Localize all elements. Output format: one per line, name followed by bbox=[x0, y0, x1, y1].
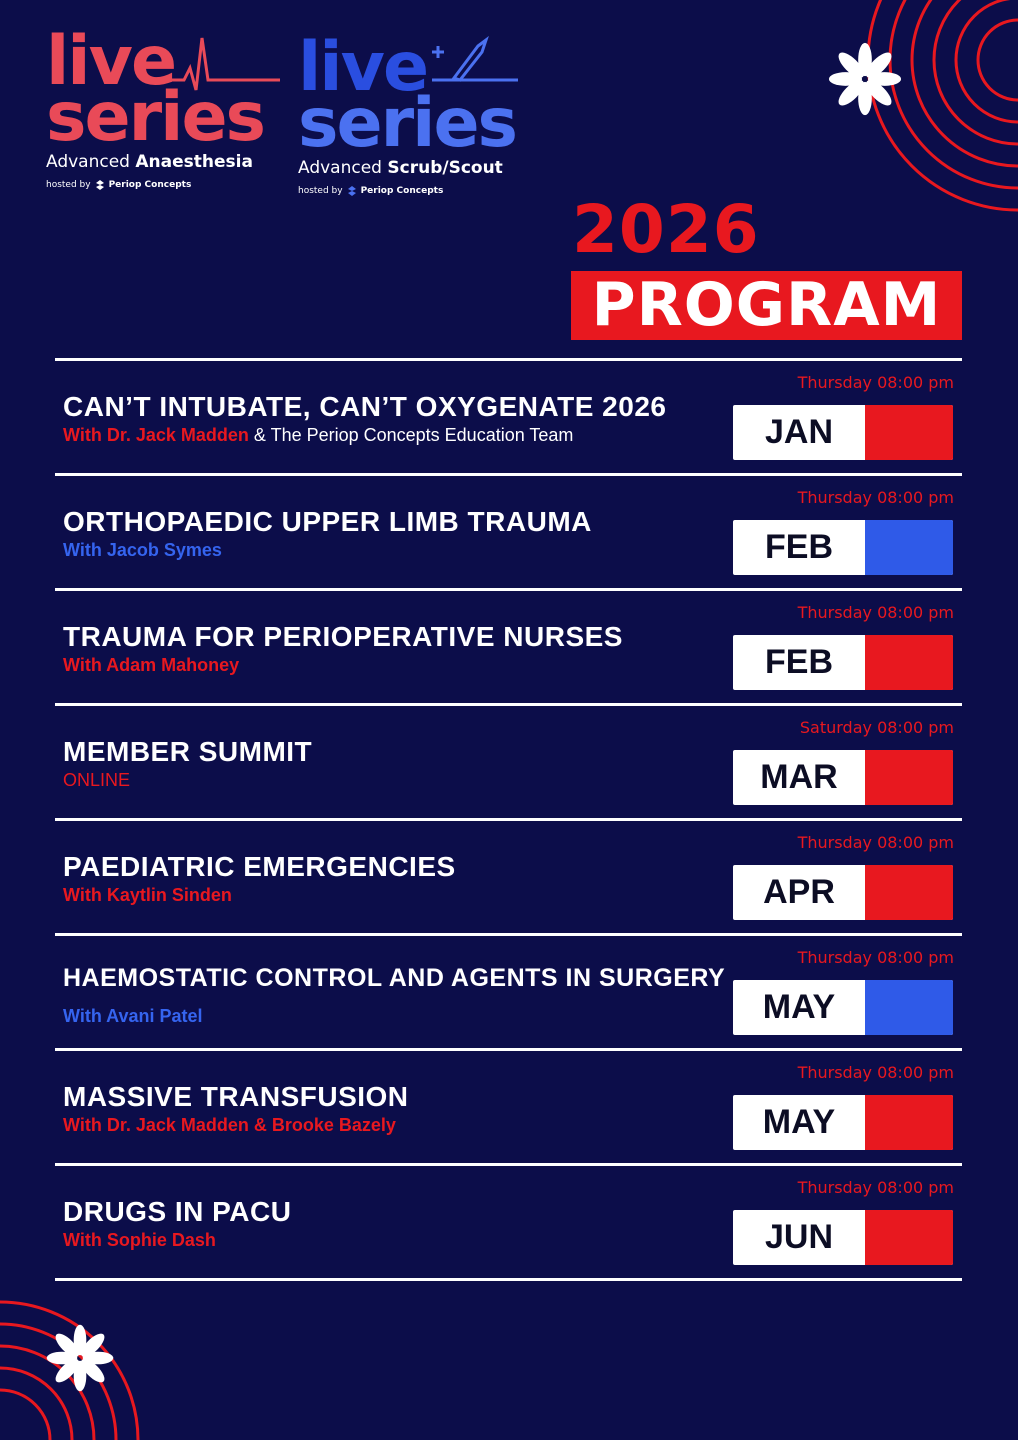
month-label: MAR bbox=[760, 758, 838, 796]
month-badge bbox=[733, 1210, 953, 1265]
sparkle-icon bbox=[44, 1322, 116, 1394]
month-badge bbox=[733, 520, 953, 575]
session-title: DRUGS IN PACU bbox=[63, 1196, 292, 1227]
host-suffix: & The Periop Concepts Education Team bbox=[248, 425, 574, 445]
month-color-swatch bbox=[865, 635, 953, 690]
divider bbox=[55, 1278, 962, 1281]
session-row bbox=[55, 476, 962, 588]
logo-hosted-by bbox=[46, 180, 286, 190]
month-color-swatch bbox=[865, 1095, 953, 1150]
session-time: Saturday 08:00 pm bbox=[799, 718, 954, 737]
session-host bbox=[63, 1115, 396, 1136]
host-name: With Kaytlin Sinden bbox=[63, 885, 232, 905]
logo-word-series: series bbox=[298, 84, 517, 163]
host-name: With Dr. Jack Madden & Brooke Bazely bbox=[63, 1115, 396, 1135]
host-name: With Adam Mahoney bbox=[63, 655, 240, 675]
session-title: MEMBER SUMMIT bbox=[63, 736, 313, 767]
session-row bbox=[55, 1051, 962, 1163]
logo-subtitle bbox=[46, 152, 286, 172]
sparkle-icon bbox=[826, 40, 904, 118]
month-label: JUN bbox=[764, 1218, 834, 1256]
brand-name: Periop Concepts bbox=[360, 186, 444, 196]
session-host bbox=[63, 1006, 203, 1027]
host-name: With Sophie Dash bbox=[63, 1230, 216, 1250]
host-name: ONLINE bbox=[63, 770, 131, 790]
session-row bbox=[55, 936, 962, 1048]
month-color-swatch bbox=[865, 980, 953, 1035]
month-color-swatch bbox=[865, 865, 953, 920]
month-label: FEB bbox=[765, 643, 833, 681]
month-badge bbox=[733, 750, 953, 805]
logo-subtitle-plain: Advanced bbox=[298, 158, 382, 178]
heartbeat-line-icon bbox=[156, 34, 280, 94]
session-row bbox=[55, 591, 962, 703]
month-badge bbox=[733, 980, 953, 1035]
hosted-by-label: hosted by bbox=[298, 186, 343, 196]
month-label: JAN bbox=[764, 413, 834, 451]
month-color-swatch bbox=[865, 405, 953, 460]
logo-word-live: live bbox=[298, 28, 428, 107]
session-time: Thursday 08:00 pm bbox=[797, 488, 954, 507]
month-color-swatch bbox=[865, 520, 953, 575]
host-name: With Dr. Jack Madden bbox=[63, 425, 249, 445]
month-badge bbox=[733, 1095, 953, 1150]
session-row bbox=[55, 1166, 962, 1278]
session-time: Thursday 08:00 pm bbox=[797, 373, 954, 392]
logo-word-series: series bbox=[46, 78, 265, 157]
brand-name: Periop Concepts bbox=[108, 180, 192, 190]
program-heading: PROGRAM bbox=[571, 271, 962, 340]
hosted-by-label: hosted by bbox=[46, 180, 91, 190]
session-row bbox=[55, 821, 962, 933]
month-color-swatch bbox=[865, 750, 953, 805]
month-badge bbox=[733, 405, 953, 460]
session-row bbox=[55, 706, 962, 818]
scalpel-icon bbox=[418, 36, 522, 92]
session-title: PAEDIATRIC EMERGENCIES bbox=[63, 851, 456, 882]
session-title: HAEMOSTATIC CONTROL AND AGENTS IN SURGERY bbox=[63, 964, 726, 992]
month-color-swatch bbox=[865, 1210, 953, 1265]
session-time: Thursday 08:00 pm bbox=[797, 1178, 954, 1197]
periop-concepts-mark-icon bbox=[347, 186, 357, 196]
session-host bbox=[63, 425, 573, 446]
logo-word-live: live bbox=[46, 22, 176, 101]
session-host bbox=[63, 1230, 216, 1251]
logo-subtitle-plain: Advanced bbox=[46, 152, 130, 172]
periop-concepts-mark-icon bbox=[95, 180, 105, 190]
session-title: TRAUMA FOR PERIOPERATIVE NURSES bbox=[63, 621, 623, 652]
host-name: With Avani Patel bbox=[63, 1006, 203, 1026]
session-title: MASSIVE TRANSFUSION bbox=[63, 1081, 409, 1112]
month-label: MAY bbox=[762, 988, 836, 1026]
session-time: Thursday 08:00 pm bbox=[797, 603, 954, 622]
session-time: Thursday 08:00 pm bbox=[797, 948, 954, 967]
session-title: CAN’T INTUBATE, CAN’T OXYGENATE 2026 bbox=[63, 391, 667, 422]
session-time: Thursday 08:00 pm bbox=[797, 1063, 954, 1082]
logo-advanced-anaesthesia bbox=[46, 22, 286, 214]
logo-advanced-scrub-scout bbox=[298, 28, 538, 220]
session-time: Thursday 08:00 pm bbox=[797, 833, 954, 852]
session-row bbox=[55, 361, 962, 473]
logo-hosted-by bbox=[298, 186, 538, 196]
month-label: MAY bbox=[762, 1103, 836, 1141]
month-label: FEB bbox=[765, 528, 833, 566]
session-host bbox=[63, 540, 222, 561]
session-host bbox=[63, 885, 232, 906]
program-year: 2026 bbox=[572, 191, 760, 268]
concentric-arcs-decoration bbox=[840, 0, 1018, 240]
program-list bbox=[55, 358, 962, 1281]
session-host bbox=[63, 770, 130, 791]
session-title: ORTHOPAEDIC UPPER LIMB TRAUMA bbox=[63, 506, 592, 537]
logo-subtitle-bold: Scrub/Scout bbox=[387, 158, 503, 178]
month-label: APR bbox=[763, 873, 835, 911]
session-host bbox=[63, 655, 239, 676]
month-badge bbox=[733, 635, 953, 690]
logo-subtitle-bold: Anaesthesia bbox=[135, 152, 253, 172]
month-badge bbox=[733, 865, 953, 920]
logo-subtitle bbox=[298, 158, 538, 178]
host-name: With Jacob Symes bbox=[63, 540, 222, 560]
